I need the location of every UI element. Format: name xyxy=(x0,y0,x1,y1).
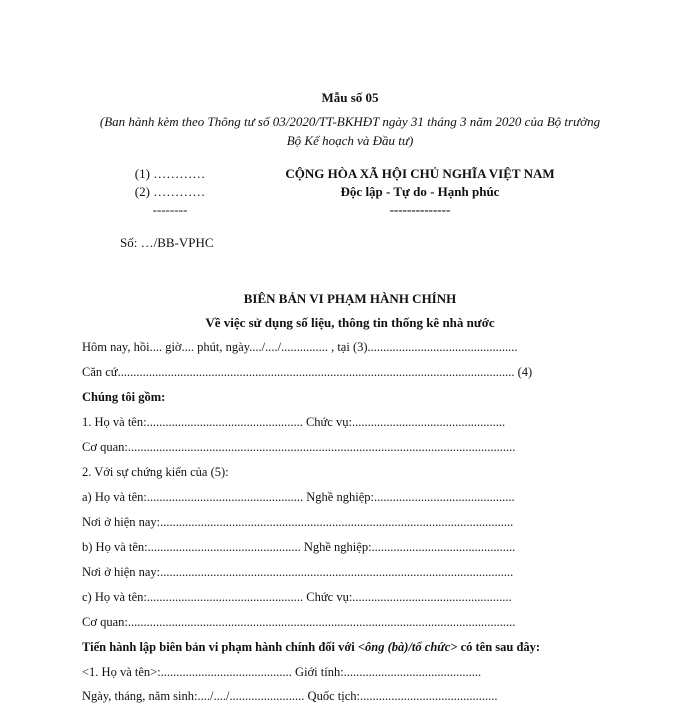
witness-a-address-line: Nơi ở hiện nay:................................................................................................................. xyxy=(82,515,514,529)
witness-b-name-line: b) Họ và tên:................................................. Nghề nghiệp:.............................................. xyxy=(82,540,516,554)
right-separator: -------------- xyxy=(389,202,451,217)
violator-heading-prefix: Tiến hành lập biên bản vi phạm hành chính đối với xyxy=(82,640,358,654)
left-separator: -------- xyxy=(152,202,188,217)
witness-c-agency-line: Cơ quan:............................................................................................................................ xyxy=(82,615,516,629)
witness-heading: 2. Với sự chứng kiến của (5): xyxy=(82,465,229,479)
participant1-name-line: 1. Họ và tên:.................................................. Chức vụ:................................................. xyxy=(82,415,506,429)
national-motto: Độc lập - Tự do - Hạnh phúc xyxy=(340,184,500,199)
document-title: BIÊN BẢN VI PHẠM HÀNH CHÍNH xyxy=(243,291,457,306)
witness-c-name-line: c) Họ và tên:.................................................. Chức vụ:................................................... xyxy=(82,590,512,604)
witness-b-address-line: Nơi ở hiện nay:................................................................................................................. xyxy=(82,565,514,579)
participant1-agency-line: Cơ quan:............................................................................................................................ xyxy=(82,440,516,454)
issued-note-line1: (Ban hành kèm theo Thông tư số 03/2020/TT-BKHĐT ngày 31 tháng 3 năm 2020 của Bộ trưởng xyxy=(99,114,601,129)
meeting-time-line: Hôm nay, hồi.... giờ.... phút, ngày..../..../............... , tại (3)................................................ xyxy=(82,340,518,354)
country-name: CỘNG HÒA XÃ HỘI CHỦ NGHĨA VIỆT NAM xyxy=(285,166,555,181)
agency-line2: (2) ………… xyxy=(134,184,206,199)
violator-heading-suffix: có tên sau đây: xyxy=(457,640,541,654)
agency-line1: (1) ………… xyxy=(134,166,206,181)
violator-heading xyxy=(82,640,540,655)
document-number: Số: …/BB-VPHC xyxy=(120,235,214,250)
legal-basis-line: Căn cứ............................................................................................................................... (4) xyxy=(82,365,533,379)
participants-heading: Chúng tôi gồm: xyxy=(82,390,166,404)
form-number: Mẫu số 05 xyxy=(321,90,379,105)
issued-note-line2: Bộ Kế hoạch và Đầu tư) xyxy=(286,133,414,148)
document-subtitle: Về việc sử dụng số liệu, thông tin thống kê nhà nước xyxy=(205,315,495,330)
witness-a-name-line: a) Họ và tên:.................................................. Nghề nghiệp:............................................. xyxy=(82,490,515,504)
violator-heading-italic: <ông (bà)/tổ chức> xyxy=(357,640,458,654)
violator-name-line: <1. Họ và tên>:.......................................... Giới tính:............................................ xyxy=(82,665,482,679)
violator-birth-line: Ngày, tháng, năm sinh:..../..../........................ Quốc tịch:............................................ xyxy=(82,689,498,703)
